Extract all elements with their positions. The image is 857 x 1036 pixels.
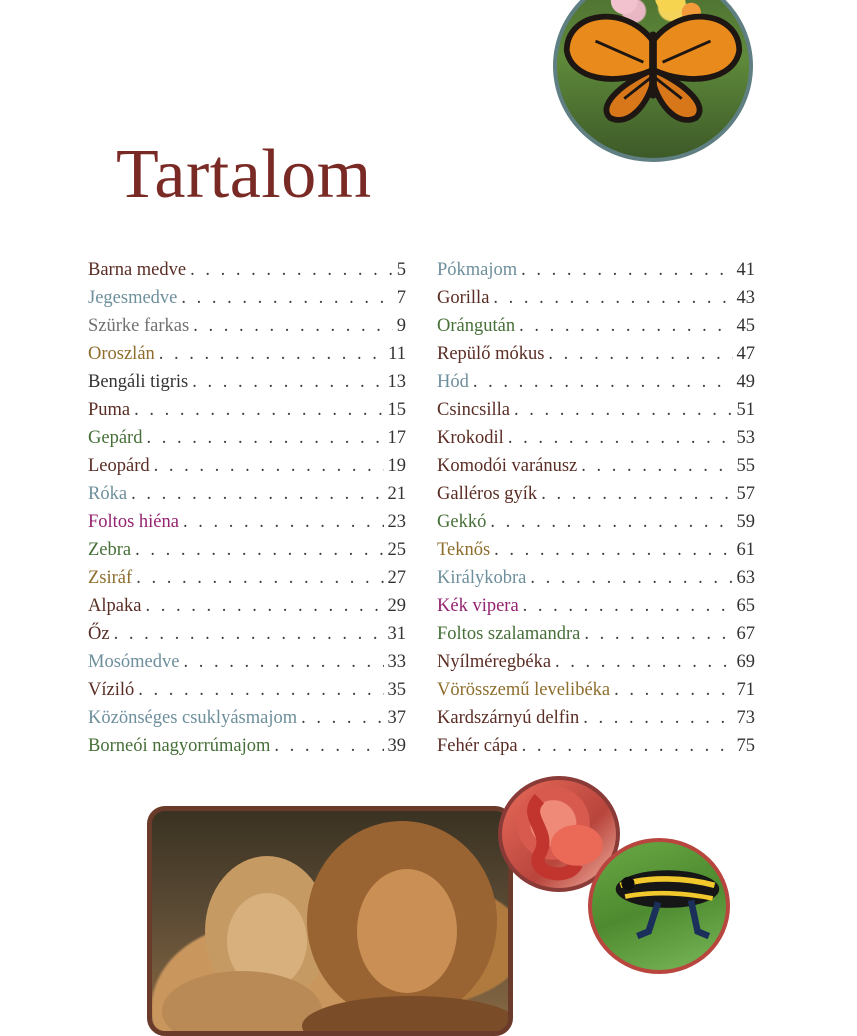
toc-entry: [88, 368, 406, 396]
toc-entry: [437, 424, 755, 452]
toc-entry-page: 9: [396, 316, 406, 336]
toc-entry: [437, 648, 755, 676]
toc-entry: [88, 536, 406, 564]
dot-leader: [138, 676, 383, 704]
toc-entry-page: 13: [387, 372, 406, 392]
toc-entry-title: Csincsilla: [437, 400, 510, 420]
toc-entry-page: 69: [736, 652, 755, 672]
toc-entry: [88, 732, 406, 760]
toc-entry-title: Gepárd: [88, 428, 143, 448]
dot-leader: [301, 704, 383, 732]
toc-entry-page: 21: [387, 484, 406, 504]
dot-leader: [548, 340, 732, 368]
toc-entry: [437, 508, 755, 536]
dot-leader: [490, 508, 732, 536]
dot-leader: [584, 620, 732, 648]
toc-entry-page: 31: [387, 624, 406, 644]
toc-entry-title: Puma: [88, 400, 131, 420]
toc-entry-page: 63: [736, 568, 755, 588]
toc-entry-page: 5: [396, 260, 406, 280]
toc-entry-page: 43: [736, 288, 755, 308]
toc-entry-page: 41: [736, 260, 755, 280]
toc-entry: [437, 732, 755, 760]
toc-entry-page: 61: [736, 540, 755, 560]
dot-leader: [583, 704, 732, 732]
toc-entry: [88, 676, 406, 704]
toc-entry: [88, 480, 406, 508]
toc-entry: [88, 508, 406, 536]
toc-entry-title: Szürke farkas: [88, 316, 190, 336]
toc-entry-page: 65: [736, 596, 755, 616]
toc-entry: [88, 452, 406, 480]
dot-leader: [135, 536, 383, 564]
toc-entry: [437, 452, 755, 480]
dot-leader: [493, 284, 732, 312]
frog-photo: [588, 838, 730, 974]
dot-leader: [193, 312, 393, 340]
toc-entry-page: 27: [387, 568, 406, 588]
toc-entry-page: 7: [396, 288, 406, 308]
toc-entry-title: Repülő mókus: [437, 344, 545, 364]
toc-entry-page: 23: [387, 512, 406, 532]
toc-entry-title: Jegesmedve: [88, 288, 178, 308]
toc-entry-title: Mosómedve: [88, 652, 180, 672]
toc-entry-title: Gorilla: [437, 288, 490, 308]
toc-entry: [437, 564, 755, 592]
dot-leader: [508, 424, 733, 452]
toc-entry-page: 73: [736, 708, 755, 728]
dot-leader: [530, 564, 732, 592]
toc-entry: [437, 312, 755, 340]
dot-leader: [473, 368, 733, 396]
toc-entry: [437, 536, 755, 564]
toc-entry-page: 49: [736, 372, 755, 392]
toc-entry-title: Pókmajom: [437, 260, 518, 280]
toc-entry-page: 53: [736, 428, 755, 448]
toc-entry-page: 15: [387, 400, 406, 420]
toc-entry-page: 29: [387, 596, 406, 616]
toc-entry-page: 37: [387, 708, 406, 728]
toc-entry-title: Gekkó: [437, 512, 487, 532]
toc-entry-title: Komodói varánusz: [437, 456, 578, 476]
dot-leader: [154, 452, 384, 480]
toc-entry: [88, 312, 406, 340]
toc-entry-page: 55: [736, 456, 755, 476]
toc-entry: [88, 424, 406, 452]
toc-entry: [437, 256, 755, 284]
butterfly-photo: [553, 0, 753, 162]
lions-photo: [147, 806, 513, 1036]
toc-right-column: [437, 256, 755, 760]
toc-entry-page: 51: [736, 400, 755, 420]
toc-entry-page: 25: [387, 540, 406, 560]
toc-entry-title: Barna medve: [88, 260, 187, 280]
toc-entry: [88, 340, 406, 368]
toc-entry-page: 35: [387, 680, 406, 700]
toc-entry-page: 59: [736, 512, 755, 532]
toc-entry-title: Foltos szalamandra: [437, 624, 581, 644]
toc-entry-title: Bengáli tigris: [88, 372, 189, 392]
toc-entry-title: Nyílméregbéka: [437, 652, 552, 672]
toc-entry-page: 17: [387, 428, 406, 448]
toc-entry-page: 39: [387, 736, 406, 756]
toc-entry-title: Krokodil: [437, 428, 504, 448]
dot-leader: [183, 508, 384, 536]
toc-entry-title: Királykobra: [437, 568, 527, 588]
dot-leader: [183, 648, 383, 676]
toc-entry-title: Orángután: [437, 316, 516, 336]
toc-entry-title: Zsiráf: [88, 568, 133, 588]
dot-leader: [581, 452, 732, 480]
toc-entry: [437, 480, 755, 508]
toc-entry-page: 33: [387, 652, 406, 672]
dot-leader: [159, 340, 384, 368]
dot-leader: [114, 620, 384, 648]
toc-entry-title: Kék vipera: [437, 596, 519, 616]
toc-entry-title: Kardszárnyú delfin: [437, 708, 580, 728]
toc-entry-title: Víziló: [88, 680, 135, 700]
toc-entry-title: Közönséges csuklyásmajom: [88, 708, 298, 728]
toc-entry: [88, 648, 406, 676]
toc-entry-page: 45: [736, 316, 755, 336]
toc-entry-page: 75: [736, 736, 755, 756]
toc-entry: [437, 396, 755, 424]
toc-entry: [437, 368, 755, 396]
dot-leader: [145, 592, 383, 620]
toc-entry: [437, 340, 755, 368]
dot-leader: [614, 676, 732, 704]
toc-entry-page: 67: [736, 624, 755, 644]
dot-leader: [146, 424, 383, 452]
toc-entry-title: Őz: [88, 624, 110, 644]
toc-entry: [437, 704, 755, 732]
toc-entry-title: Galléros gyík: [437, 484, 538, 504]
toc-entry-title: Hód: [437, 372, 469, 392]
toc-entry: [88, 592, 406, 620]
toc-entry-title: Vörösszemű levelibéka: [437, 680, 611, 700]
toc-entry-title: Leopárd: [88, 456, 150, 476]
page-title: Tartalom: [116, 136, 372, 213]
dot-leader: [514, 396, 733, 424]
toc-entry-page: 19: [387, 456, 406, 476]
dot-leader: [541, 480, 732, 508]
toc-entry-page: 11: [388, 344, 406, 364]
toc-entry: [437, 284, 755, 312]
toc-entry: [437, 592, 755, 620]
dot-leader: [190, 256, 393, 284]
dot-leader: [274, 732, 383, 760]
toc-entry-title: Teknős: [437, 540, 491, 560]
dot-leader: [181, 284, 392, 312]
toc-entry: [88, 256, 406, 284]
dot-leader: [192, 368, 383, 396]
dot-leader: [131, 480, 383, 508]
toc-entry-title: Fehér cápa: [437, 736, 518, 756]
toc-entry-title: Róka: [88, 484, 128, 504]
toc-entry: [88, 396, 406, 424]
dot-leader: [523, 592, 733, 620]
toc-entry-title: Zebra: [88, 540, 132, 560]
dot-leader: [555, 648, 732, 676]
toc-entry-title: Foltos hiéna: [88, 512, 179, 532]
toc-entry: [437, 676, 755, 704]
toc-entry: [88, 704, 406, 732]
toc-entry-page: 71: [736, 680, 755, 700]
toc-entry: [88, 564, 406, 592]
toc-entry-page: 47: [736, 344, 755, 364]
toc-entry: [437, 620, 755, 648]
toc-entry: [88, 284, 406, 312]
toc-entry-title: Oroszlán: [88, 344, 155, 364]
dot-leader: [134, 396, 383, 424]
toc-entry: [88, 620, 406, 648]
dot-leader: [519, 312, 732, 340]
dot-leader: [494, 536, 732, 564]
dot-leader: [522, 732, 733, 760]
toc-entry-title: Borneói nagyorrúmajom: [88, 736, 271, 756]
dot-leader: [521, 256, 732, 284]
toc-entry-title: Alpaka: [88, 596, 142, 616]
dot-leader: [136, 564, 383, 592]
toc-entry-page: 57: [736, 484, 755, 504]
toc-left-column: [88, 256, 406, 760]
